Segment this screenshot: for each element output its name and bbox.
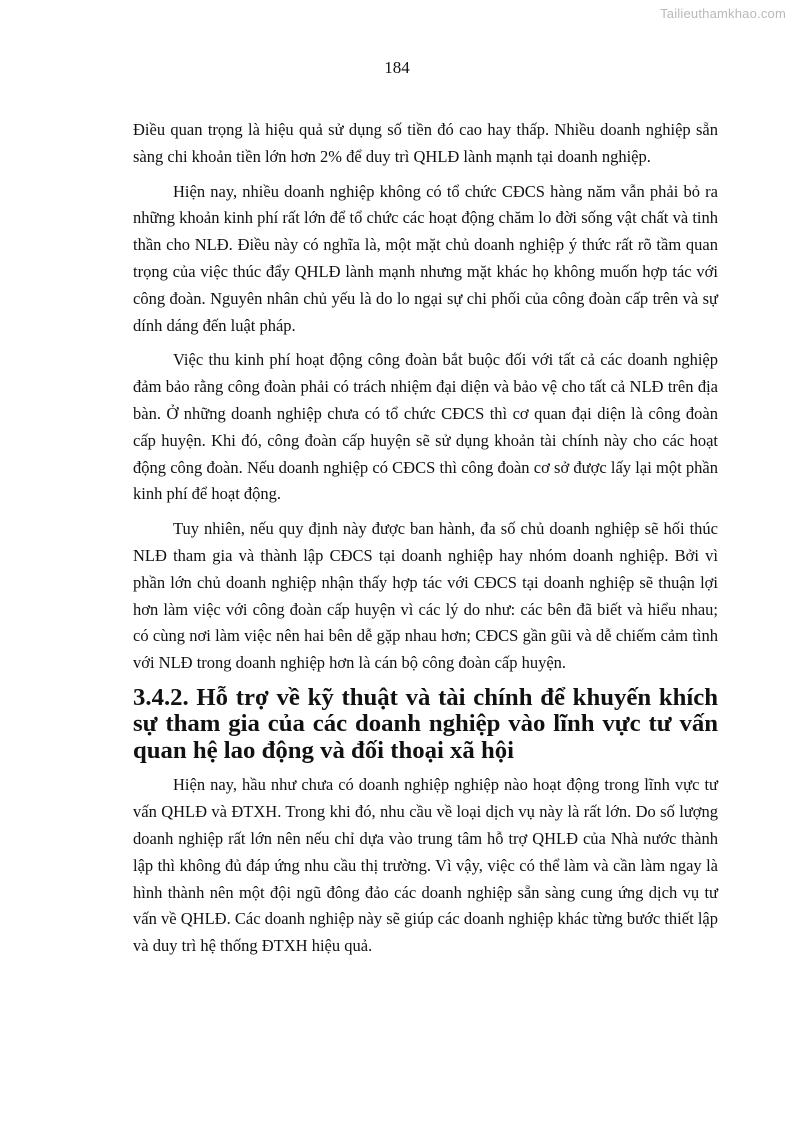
page-number: 184: [384, 58, 410, 77]
section-paragraph: Hiện nay, hầu như chưa có doanh nghiệp nghiệp nào hoạt động trong lĩnh vực tư vấn QHLĐ và ĐTXH. Trong khi đó, nhu cầu về loại dịch vụ này là rất lớn. Do số lượng doanh nghiệp rất lớn nên nếu chỉ dựa vào trung tâm hỗ trợ QHLĐ của Nhà nước thành lập thì không đủ đáp ứng nhu cầu thị trường. Vì vậy, việc có thể làm và cần làm ngay là hình thành nên một đội ngũ đông đảo các doanh nghiệp sẵn sàng cung ứng dịch vụ tư vấn về QHLĐ. Các doanh nghiệp này sẽ giúp các doanh nghiệp khác từng bước thiết lập và duy trì hệ thống ĐTXH hiệu quả.: [133, 775, 718, 956]
paragraph: Hiện nay, nhiều doanh nghiệp không có tổ chức CĐCS hàng năm vẫn phải bỏ ra những khoản kinh phí rất lớn để tổ chức các hoạt động chăm lo đời sống vật chất và tinh thần cho NLĐ. Điều này có nghĩa là, một mặt chủ doanh nghiệp ý thức rất rõ tầm quan trọng của việc thúc đẩy QHLĐ lành mạnh nhưng mặt khác họ không muốn hợp tác với công đoàn. Nguyên nhân chủ yếu là do lo ngại sự chi phối của công đoàn cấp trên và sự dính dáng đến luật pháp.: [133, 181, 718, 335]
watermark: Tailieuthamkhao.com: [660, 6, 786, 21]
document-body: [133, 117, 718, 968]
paragraph: Tuy nhiên, nếu quy định này được ban hành, đa số chủ doanh nghiệp sẽ hối thúc NLĐ tham gia và thành lập CĐCS tại doanh nghiệp hay nhóm doanh nghiệp. Bởi vì phần lớn chủ doanh nghiệp nhận thấy hợp tác với CĐCS tại doanh nghiệp sẽ thuận lợi hơn làm việc với công đoàn cấp huyện vì các lý do như: các bên đã biết và hiểu nhau; có cùng nơi làm việc nên hai bên dễ gặp nhau hơn; CĐCS gần gũi và dễ chiếm cảm tình với NLĐ trong doanh nghiệp hơn là cán bộ công đoàn cấp huyện.: [133, 519, 718, 673]
section-heading: 3.4.2. Hỗ trợ về kỹ thuật và tài chính để khuyến khích sự tham gia của các doanh nghiệp vào lĩnh vực tư vấn quan hệ lao động và đối thoại xã hội: [133, 683, 718, 764]
paragraph: Việc thu kinh phí hoạt động công đoàn bắt buộc đối với tất cả các doanh nghiệp đảm bảo rằng công đoàn phải có trách nhiệm đại diện và bảo vệ cho tất cả NLĐ trên địa bàn. Ở những doanh nghiệp chưa có tổ chức CĐCS thì cơ quan đại diện là công đoàn cấp huyện. Khi đó, công đoàn cấp huyện sẽ sử dụng khoản tài chính này cho các hoạt động công đoàn. Nếu doanh nghiệp có CĐCS thì công đoàn cơ sở được lấy lại một phần kinh phí để hoạt động.: [133, 350, 718, 504]
paragraph-continuation: Điều quan trọng là hiệu quả sử dụng số tiền đó cao hay thấp. Nhiều doanh nghiệp sẵn sàng chi khoản tiền lớn hơn 2% để duy trì QHLĐ lành mạnh tại doanh nghiệp.: [133, 120, 718, 166]
